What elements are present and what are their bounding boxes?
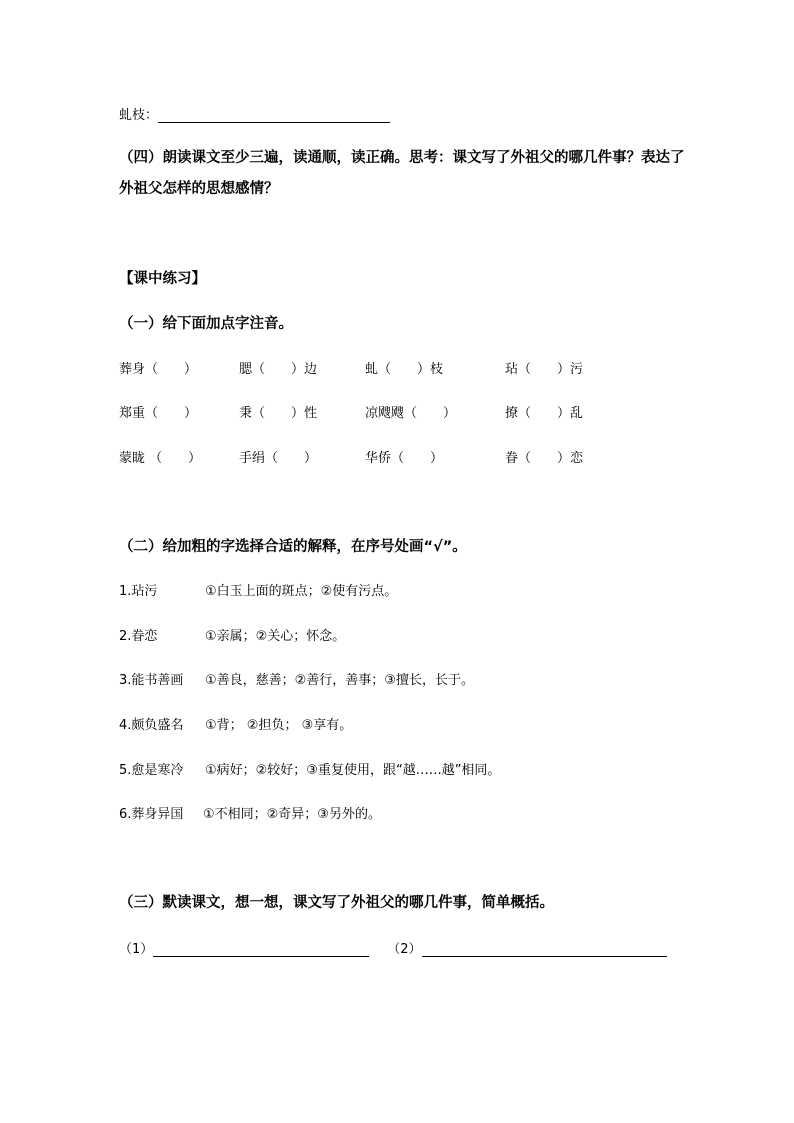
- definition-item: [119, 669, 474, 688]
- pinyin-item: 华侨（ ）: [365, 451, 444, 466]
- question-4-line1: （四）朗读课文至少三遍，读通顺，读正确。思考：课文写了外祖父的哪几件事？表达了: [119, 150, 685, 166]
- part2-heading: （二）给加粗的字选择合适的解释，在序号处画“√”。: [119, 539, 467, 555]
- part1-heading: （一）给下面加点字注音。: [119, 316, 293, 332]
- definition-term: 1.玷污: [119, 584, 158, 599]
- pinyin-item: 郑重（ ）: [119, 406, 198, 421]
- definition-term: 3.能书善画: [119, 673, 184, 688]
- definition-term: 4.颇负盛名: [119, 718, 184, 733]
- definition-options: ①白玉上面的斑点；②使有污点。: [205, 584, 398, 599]
- definition-term: 2.眷恋: [119, 629, 158, 644]
- pinyin-item: 葬身（ ）: [119, 362, 198, 377]
- definition-item: [119, 759, 500, 778]
- definition-item: [119, 625, 345, 644]
- pinyin-item: 手绢（ ）: [239, 451, 318, 466]
- definition-options: ①善良，慈善；②善行，善事；③擅长，长于。: [205, 673, 474, 688]
- pinyin-item: 撩（ ）乱: [505, 406, 584, 421]
- part3-heading: （三）默读课文，想一想，课文写了外祖父的哪几件事，简单概括。: [119, 895, 554, 911]
- answer-label-1: （1）: [119, 942, 154, 957]
- definition-options: ①病好；②较好；③重复使用，跟“越……越”相同。: [205, 763, 501, 778]
- pinyin-item: 秉（ ）性: [239, 406, 318, 421]
- pinyin-item: 蒙眬 （ ）: [119, 451, 202, 466]
- answer-blank[interactable]: [158, 108, 390, 123]
- pinyin-item: 虬（ ）枝: [365, 362, 444, 377]
- definition-item: [119, 803, 381, 822]
- definition-options: ①亲属；②关心；怀念。: [205, 629, 346, 644]
- answer-blank-1[interactable]: [153, 942, 369, 957]
- definition-term: 6.葬身异国: [119, 807, 184, 822]
- branch-label: 虬枝：: [119, 108, 159, 123]
- definition-item: [119, 714, 352, 733]
- definition-options: ①不相同；②奇异；③另外的。: [203, 807, 381, 822]
- answer-label-2: （2）: [387, 942, 422, 957]
- definition-options: ①背； ②担负； ③享有。: [205, 718, 353, 733]
- branch-fill-line: [119, 104, 390, 123]
- pinyin-item: 腮（ ）边: [239, 362, 318, 377]
- summary-answer-row: [119, 938, 667, 957]
- pinyin-item: 眷（ ）恋: [505, 451, 584, 466]
- definition-term: 5.愈是寒冷: [119, 763, 184, 778]
- pinyin-item: 凉飕飕（ ）: [365, 406, 457, 421]
- answer-blank-2[interactable]: [422, 942, 667, 957]
- pinyin-item: 玷（ ）污: [505, 362, 584, 377]
- question-4-line2: 外祖父怎样的思想感情？: [119, 181, 279, 197]
- section-title: 【课中练习】: [119, 271, 206, 287]
- definition-item: [119, 580, 397, 599]
